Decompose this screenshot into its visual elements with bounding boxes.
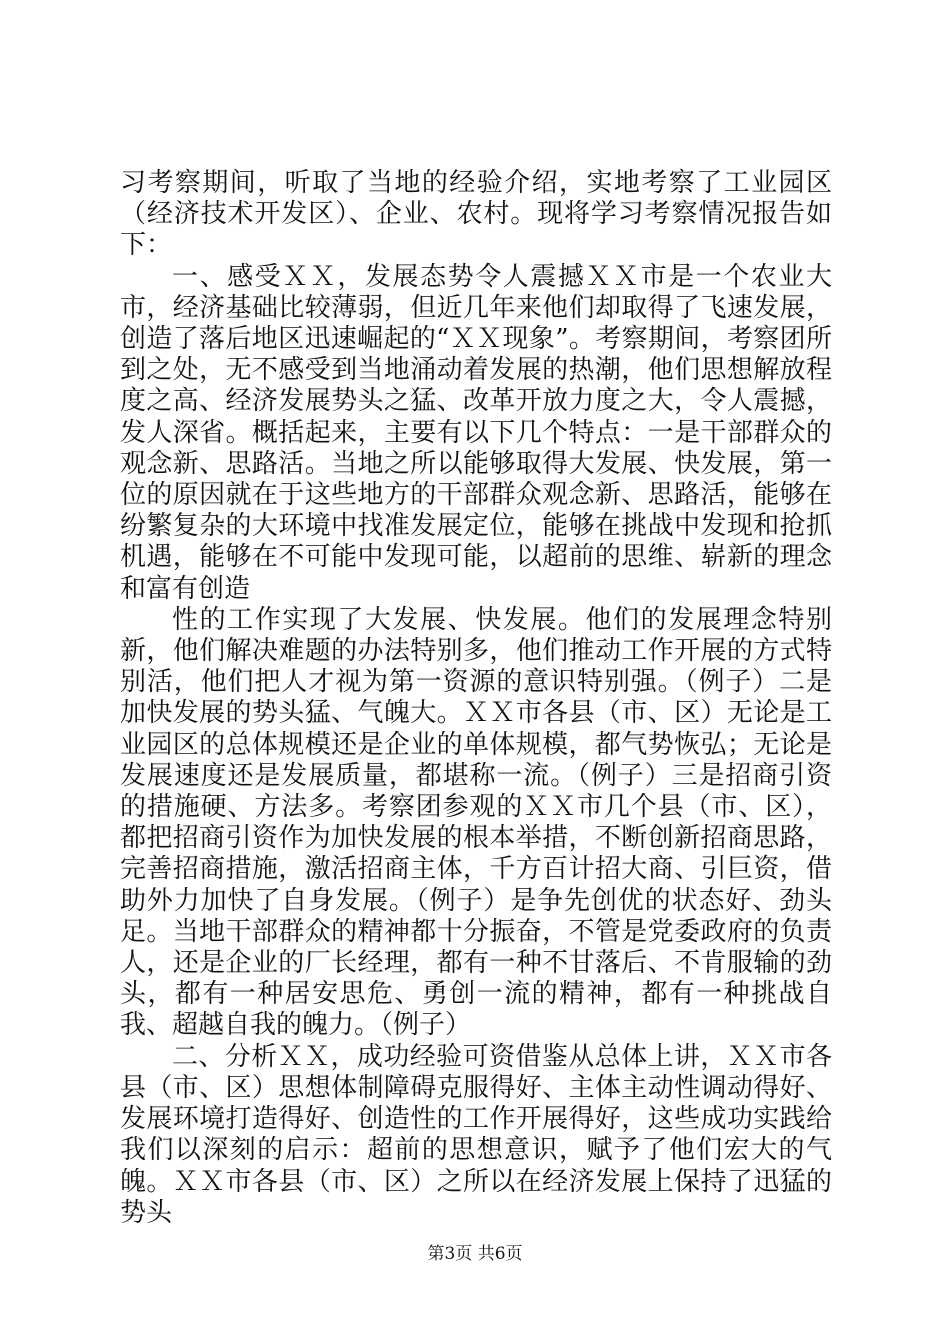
paragraph-2: 一、感受ＸＸ，发展态势令人震撼ＸＸ市是一个农业大市，经济基础比较薄弱，但近几年来他们却取得了飞速发展，创造了落后地区迅速崛起的“ＸＸ现象”。考察期间，考察团所到之处，无不感受到当地涌动着发展的热潮，他们思想解放程度之高、经济发展势头之猛、改革开放力度之大，令人震撼，发人深省。概括起来，主要有以下几个特点：一是干部群众的观念新、思路活。当地之所以能够取得大发展、快发展，第一位的原因就在于这些地方的干部群众观念新、思路活，能够在纷繁复杂的大环境中找准发展定位，能够在挑战中发现和抢抓机遇，能够在不可能中发现可能，以超前的思维、崭新的理念和富有创造 [120,261,832,604]
paragraph-3: 性的工作实现了大发展、快发展。他们的发展理念特别新，他们解决难题的办法特别多，他们推动工作开展的方式特别活，他们把人才视为第一资源的意识特别强。（例子）二是加快发展的势头猛、气魄大。ＸＸ市各县（市、区）无论是工业园区的总体规模还是企业的单体规模，都气势恢弘；无论是发展速度还是发展质量，都堪称一流。（例子）三是招商引资的措施硬、方法多。考察团参观的ＸＸ市几个县（市、区），都把招商引资作为加快发展的根本举措，不断创新招商思路，完善招商措施，激活招商主体，千方百计招大商、引巨资，借助外力加快了自身发展。（例子）是争先创优的状态好、劲头足。当地干部群众的精神都十分振奋，不管是党委政府的负责人，还是企业的厂长经理，都有一种不甘落后、不肯服输的劲头，都有一种居安思危、勇创一流的精神，都有一种挑战自我、超越自我的魄力。（例子） [120,604,832,1041]
page-number-footer: 第3页 共6页 [427,1244,523,1264]
paragraph-4: 二、分析ＸＸ，成功经验可资借鉴从总体上讲，ＸＸ市各县（市、区）思想体制障碍克服得好、主体主动性调动得好、发展环境打造得好、创造性的工作开展得好，这些成功实践给我们以深刻的启示：超前的思想意识，赋予了他们宏大的气魄。ＸＸ市各县（市、区）之所以在经济发展上保持了迅猛的势头 [120,1041,832,1228]
paragraph-1: 习考察期间，听取了当地的经验介绍，实地考察了工业园区（经济技术开发区）、企业、农村。现将学习考察情况报告如下： [120,168,832,261]
document-body [120,168,832,1229]
